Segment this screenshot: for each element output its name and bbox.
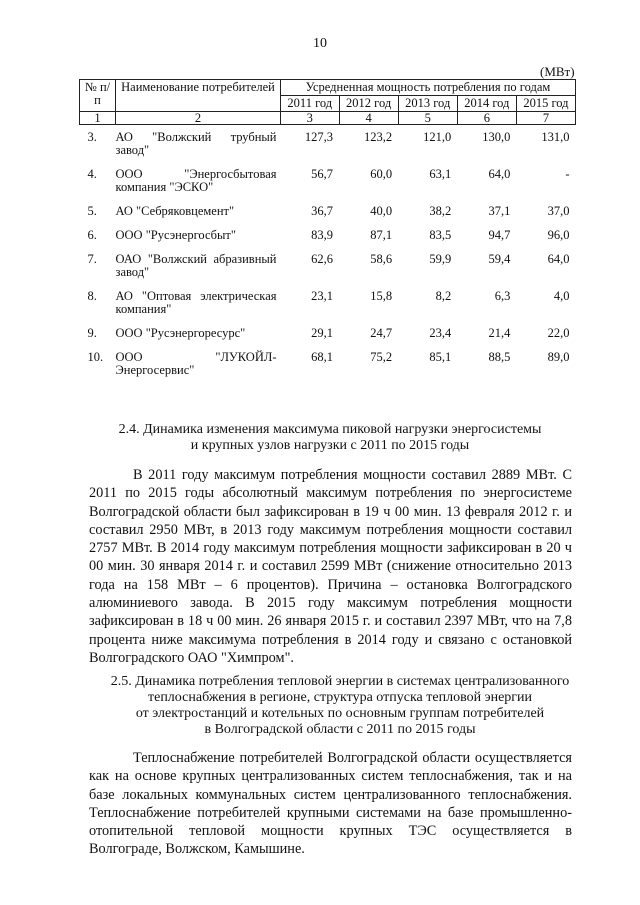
- consumer-name: ОАО "Волжский абразивный завод": [115, 252, 277, 279]
- header-year-2013: 2013 год: [398, 96, 457, 112]
- heading-line: теплоснабжения в регионе, структура отпуска тепловой энергии: [147, 690, 533, 705]
- value-2013: 85,1: [429, 350, 452, 364]
- row-number: 5.: [87, 204, 97, 218]
- value-2011: 127,3: [304, 130, 334, 144]
- value-2012: 75,2: [370, 350, 393, 364]
- page-number: 10: [313, 36, 327, 51]
- row-number: 10.: [87, 350, 104, 364]
- col-number: 4: [339, 112, 398, 125]
- consumer-name: ООО "Русэнергоресурс": [115, 326, 246, 340]
- value-2012: 60,0: [370, 167, 393, 181]
- heading-line: 2.5. Динамика потребления тепловой энергии в системах централизованного: [110, 674, 570, 689]
- heading-line: и крупных узлов нагрузки с 2011 по 2015 годы: [190, 438, 470, 453]
- value-2011: 23,1: [311, 289, 334, 303]
- col-number: 3: [281, 112, 340, 125]
- section-2-5-paragraph: [89, 749, 572, 859]
- value-2012: 24,7: [370, 326, 393, 340]
- row-number: 8.: [87, 289, 97, 303]
- row-number: 6.: [87, 228, 97, 242]
- value-2014: 37,1: [488, 204, 511, 218]
- section-2-4-heading: [60, 422, 600, 454]
- table-row: [80, 125, 576, 163]
- value-2011: 56,7: [311, 167, 334, 181]
- table-row: [80, 162, 576, 199]
- value-2012: 15,8: [370, 289, 393, 303]
- header-year-2012: 2012 год: [339, 96, 398, 112]
- section-2-5-heading: [60, 674, 620, 738]
- value-2013: 38,2: [429, 204, 452, 218]
- unit-label: (МВт): [540, 64, 575, 79]
- col-number: 7: [516, 112, 575, 125]
- section-2-4-paragraph: [89, 466, 572, 667]
- value-2013: 121,0: [423, 130, 452, 144]
- heading-line: 2.4. Динамика изменения максимума пиковой нагрузки энергосистемы: [118, 422, 542, 437]
- paragraph-text: В 2011 году максимум потребления мощности составил 2889 МВт. С 2011 по 2015 годы абсолютный максимум потребления по энергосистеме Волгоградской области был зафиксирован в 19 ч 00 мин. 13 февраля 2012 г. и составил 2950 МВт, в 2013 году максимум потребления мощности составил 2757 МВт. В 2014 году максимум потребления мощности зафиксирован в 20 ч 00 мин. 30 января 2014 г. и составил 2599 МВт (снижение относительно 2013 года на 158 МВт – 6 процентов). Причина – остановка Волгоградского алюминиевого завода. В 2015 году максимум потребления мощности зафиксирован в 18 ч 00 мин. 26 января 2015 г. и составил 2397 МВт, что на 7,8 процента ниже максимума потребления в 2014 году и связано с остановкой Волгоградского ОАО "Химпром".: [89, 467, 572, 666]
- row-number: 7.: [87, 252, 97, 266]
- value-2014: 94,7: [488, 228, 511, 242]
- table-row: [80, 284, 576, 321]
- consumer-name: ООО "Русэнергосбыт": [115, 228, 236, 242]
- row-number: 9.: [87, 326, 97, 340]
- value-2011: 62,6: [311, 252, 334, 266]
- value-2011: 68,1: [311, 350, 334, 364]
- value-2012: 87,1: [370, 228, 393, 242]
- row-number: 4.: [87, 167, 97, 181]
- value-2014: 59,4: [488, 252, 511, 266]
- value-2013: 63,1: [429, 167, 452, 181]
- value-2015: 4,0: [553, 289, 570, 303]
- header-year-2015: 2015 год: [516, 96, 575, 112]
- value-2012: 58,6: [370, 252, 393, 266]
- col-number: 5: [398, 112, 457, 125]
- value-2013: 83,5: [429, 228, 452, 242]
- header-group: Усредненная мощность потребления по годам: [281, 80, 576, 96]
- table-row: [80, 321, 576, 345]
- value-2012: 40,0: [370, 204, 393, 218]
- value-2014: 6,3: [494, 289, 511, 303]
- value-2015: 89,0: [547, 350, 570, 364]
- paragraph-text: Теплоснабжение потребителей Волгоградской области осуществляется как на основе крупных централизованных систем теплоснабжения, так и на базе локальных коммунальных систем централизованного теплоснабжения. Теплоснабжение потребителей крупными системами на базе промышленно-отопительной тепловой мощности крупных ТЭС осуществляется в Волгограде, Волжском, Камышине.: [89, 750, 572, 858]
- value-2011: 29,1: [311, 326, 334, 340]
- heading-line: в Волгоградской области с 2011 по 2015 годы: [204, 722, 476, 737]
- value-2015: 22,0: [547, 326, 570, 340]
- header-year-2014: 2014 год: [457, 96, 516, 112]
- col-number: 1: [80, 112, 116, 125]
- value-2013: 23,4: [429, 326, 452, 340]
- table-row: [80, 199, 576, 223]
- row-number: 3.: [87, 130, 97, 144]
- value-2012: 123,2: [364, 130, 393, 144]
- value-2015: 37,0: [547, 204, 570, 218]
- table-row: [80, 345, 576, 382]
- value-2014: 21,4: [488, 326, 511, 340]
- table-row: [80, 223, 576, 247]
- value-2015: 64,0: [547, 252, 570, 266]
- value-2015: 96,0: [547, 228, 570, 242]
- value-2014: 64,0: [488, 167, 511, 181]
- value-2014: 130,0: [482, 130, 511, 144]
- col-number: 2: [116, 112, 281, 125]
- value-2013: 8,2: [435, 289, 452, 303]
- col-number: 6: [457, 112, 516, 125]
- value-2014: 88,5: [488, 350, 511, 364]
- header-name: Наименование потребителей: [116, 80, 281, 112]
- header-year-2011: 2011 год: [281, 96, 340, 112]
- value-2015: 131,0: [541, 130, 570, 144]
- value-2015: -: [565, 167, 570, 181]
- consumer-name: ООО "ЛУКОЙЛ-Энергосервис": [115, 350, 277, 377]
- value-2011: 83,9: [311, 228, 334, 242]
- heading-line: от электростанций и котельных по основным группам потребителей: [135, 706, 545, 721]
- table-row: [80, 247, 576, 284]
- consumer-name: ООО "Энергосбытовая компания "ЭСКО": [115, 167, 277, 194]
- value-2011: 36,7: [311, 204, 334, 218]
- value-2013: 59,9: [429, 252, 452, 266]
- header-num: № п/п: [80, 80, 116, 112]
- consumer-name: АО "Волжский трубный завод": [115, 130, 277, 157]
- consumer-name: АО "Оптовая электрическая компания": [115, 289, 277, 316]
- power-consumption-table: [79, 79, 576, 382]
- consumer-name: АО "Себряковцемент": [115, 204, 235, 218]
